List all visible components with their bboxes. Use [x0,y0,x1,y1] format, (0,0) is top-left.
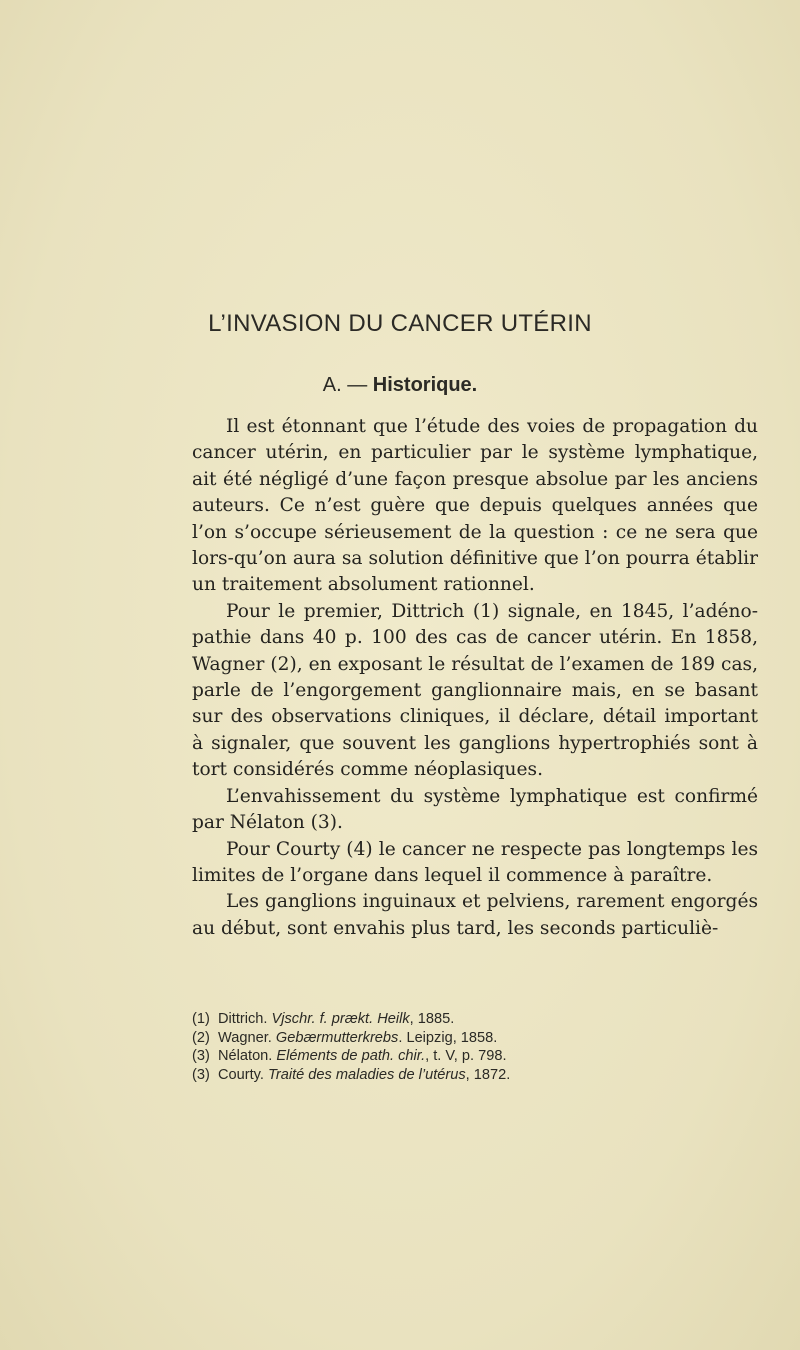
footnote-rest: , 1872. [465,1066,511,1083]
section-letter: A. — [322,374,373,396]
footnote-author: Nélaton. [218,1048,277,1065]
footnote-author: Wagner. [218,1029,276,1046]
paragraph: L’envahissement du système lymphatique est confirmé par Nélaton (3). [192,785,758,834]
footnote [192,1066,752,1085]
footnote [192,1029,752,1048]
paragraph: Il est étonnant que l’étude des voies de propagation du cancer utérin, en particulier par le système lymphatique, ait été négligé d’une façon presque absolue par les anciens auteurs. Ce n’est guère que depuis quelques années que l’on s’occupe sérieusement de la question : ce ne sera que lors-qu’on aura sa solution définitive que l’on pourra établir un traitement absolument rationnel. [192,416,758,596]
footnote-title: Vjschr. f. prækt. Heilk [271,1011,410,1027]
footnote-rest: , t. V, p. 798. [425,1048,507,1065]
section-title: Historique. [372,374,478,396]
footnote-title: Eléments de path. chir. [276,1048,426,1065]
footnote-title: Traité des maladies de l’utérus [268,1066,466,1083]
footnotes [192,1010,752,1084]
footnote-title: Gebærmutterkrebs [275,1029,399,1046]
paragraph: Pour le premier, Dittrich (1) signale, en 1845, l’adéno-pathie dans 40 p. 100 des cas de cancer utérin. En 1858, Wagner (2), en exposant le résultat de l’examen de 189 cas, parle de l’engorgement ganglionnaire mais, en se basant sur des observations cliniques, il déclare, détail important à signaler, que souvent les ganglions hypertrophiés sont à tort considérés comme néoplasiques. [192,600,758,781]
paragraph: Pour Courty (4) le cancer ne respecte pas longtemps les limites de l’organe dans lequel il commence à paraître. [192,838,758,886]
footnote-author: Courty. [218,1066,269,1083]
chapter-title: L’INVASION DU CANCER UTÉRIN [208,310,592,337]
footnote-number: (1) [192,1011,210,1027]
section-heading [0,374,800,397]
footnote-number: (3) [192,1066,210,1083]
footnote-rest: , 1885. [409,1011,455,1027]
footnote-number: (3) [192,1048,210,1065]
paragraph: Les ganglions inguinaux et pelviens, rarement engorgés au début, sont envahis plus tard, les seconds particuliè- [192,891,758,939]
footnote-number: (2) [192,1029,210,1046]
footnote [192,1047,752,1066]
footnote-author: Dittrich. [218,1011,272,1027]
footnote-rest: . Leipzig, 1858. [398,1029,498,1046]
body-text [192,414,758,942]
footnote [192,1010,752,1029]
